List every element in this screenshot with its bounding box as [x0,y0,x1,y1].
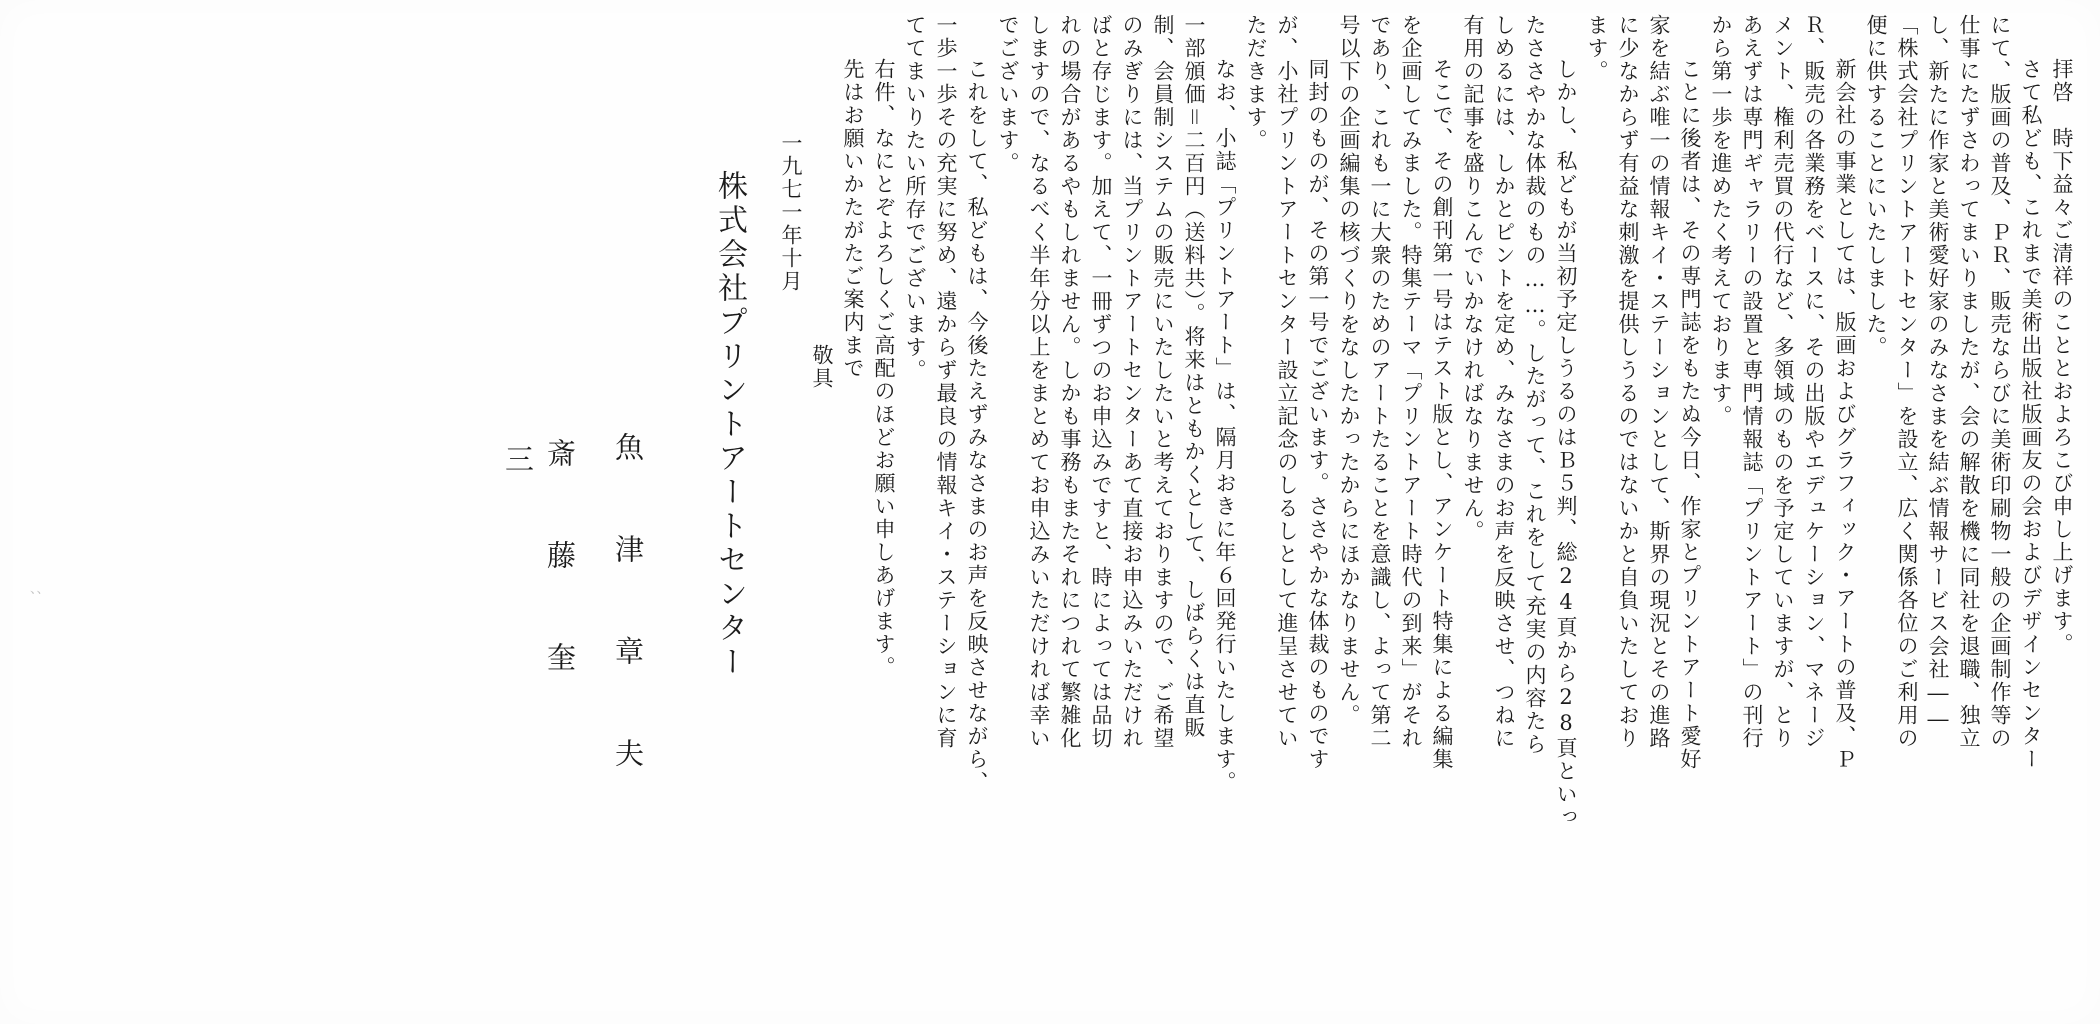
letter-column: さて私ども、これまで美術出版社版画友の会およびデザインセンター [2019,58,2043,771]
letter-column: そこで、その創刊第一号はテスト版とし、アンケート特集による編集 [1430,58,1454,771]
letter-column: れの場合があるやもしれません。しかも事務もまたそれにつれて繁雑化 [1058,14,1082,750]
letter-column: にて、版画の普及、ＰＲ、販売ならびに美術印刷物一般の企画制作等の [1988,14,2012,750]
letter-column: あえずは専門ギャラリーの設置と専門情報誌「プリントアート」の刊行 [1740,14,1764,750]
letter-column: なお、小誌「プリントアート」は、隔月おきに年６回発行いたします。 [1213,58,1237,794]
letter-date: 一九七一年十月 [779,132,803,293]
letter-column: しますので、なるべく半年分以上をまとめてお申込みいただければ幸い [1027,14,1051,750]
letter-column: 新会社の事業としては、版画およびグラフィック・アートの普及、Ｐ [1833,58,1857,771]
company-name: 株式会社プリントアートセンター [712,170,747,680]
letter-column: 先はお願いかたがたご案内まで [841,58,865,380]
paper-smudge-mark: 、、 [30,582,50,597]
letter-column: 仕事にたずさわってまいりましたが、会の解散を機に同社を退職、独立 [1957,14,1981,750]
letter-column: 一歩一歩その充実に努め、遠からず最良の情報キイ・ステーションに育 [934,14,958,750]
letter-column: 拝啓 時下益々ご清祥のこととおよろこび申し上げます。 [2050,58,2074,656]
letter-column: 一部頒価＝二百円（送料共）。将来はともかくとして、しばらくは直販 [1182,14,1206,740]
letter-column: Ｒ、販売の各業務をベースに、その出版やエデュケーション、マネージ [1802,14,1826,750]
letter-column: 右件、なにとぞよろしくご高配のほどお願い申しあげます。 [872,58,896,679]
letter-column: これをして、私どもは、今後たえずみなさまのお声を反映させながら、 [965,58,989,794]
letter-column: ててまいりたい所存でございます。 [903,14,927,382]
letter-column: 有用の記事を盛りこんでいかなければなりません。 [1461,14,1485,543]
letter-column: ばと存じます。加えて、一冊ずつのお申込みですと、時によっては品切 [1089,14,1113,750]
letter-column: に少なからず有益な刺激を提供しうるのではないかと自負いたしており [1616,14,1640,750]
vertical-letter-body [24,14,2076,1014]
letter-column: であり、これも一に大衆のためのアートたることを意識し、よって第二 [1368,14,1392,750]
letter-column: 制、会員制システムの販売にいたしたいと考えておりますので、ご希望 [1151,14,1175,750]
letter-column: ことに後者は、その専門誌をもたぬ今日、作家とプリントアート愛好 [1678,58,1702,771]
letter-column: を企画してみました。特集テーマ「プリントアート時代の到来」がそれ [1399,14,1423,750]
letter-column: から第一歩を進めたく考えております。 [1709,14,1733,428]
letter-column: しかし、私どもが当初予定しうるのはＢ５判、総24頁から28頁といっ [1554,58,1578,829]
letter-column: ただきます。 [1244,14,1268,152]
letter-closing: 敬具 [810,344,834,390]
letter-column: たささやかな体裁のもの……。したがって、これをして充実の内容たら [1523,14,1547,756]
letter-column: 号以下の企画編集の核づくりをなしたかったからにほかなりません。 [1337,14,1361,727]
letter-column: 同封のものが、その第一号でございます。ささやかな体裁のものです [1306,58,1330,771]
letter-column: 便に供することにいたしました。 [1864,14,1888,359]
letter-column: 「株式会社プリントアートセンター」を設立、広く関係各位のご利用の [1895,14,1919,750]
letter-column: が、小社プリントアートセンター設立記念のしるしとして進呈させてい [1275,14,1299,750]
signer-name-1: 魚 津 章 夫 [611,432,645,789]
letter-column: メント、権利売買の代行など、多領域のものを予定していますが、とり [1771,14,1795,750]
letter-column: 家を結ぶ唯一の情報キイ・ステーションとして、斯界の現況とその進路 [1647,14,1671,750]
signer-name-2: 斎 藤 奎 [543,438,577,693]
letter-column: のみぎりには、当プリントアートセンターあて直接お申込みいただけれ [1120,14,1144,750]
letter-column: ます。 [1585,14,1609,83]
signer-name-3: 三 [501,444,535,495]
letter-column: でございます。 [996,14,1020,175]
letter-column: し、新たに作家と美術愛好家のみなさまを結ぶ情報サービス会社―― [1926,14,1950,733]
letter-column: しめるには、しかとピントを定め、みなさまのお声を反映させ、つねに [1492,14,1516,750]
